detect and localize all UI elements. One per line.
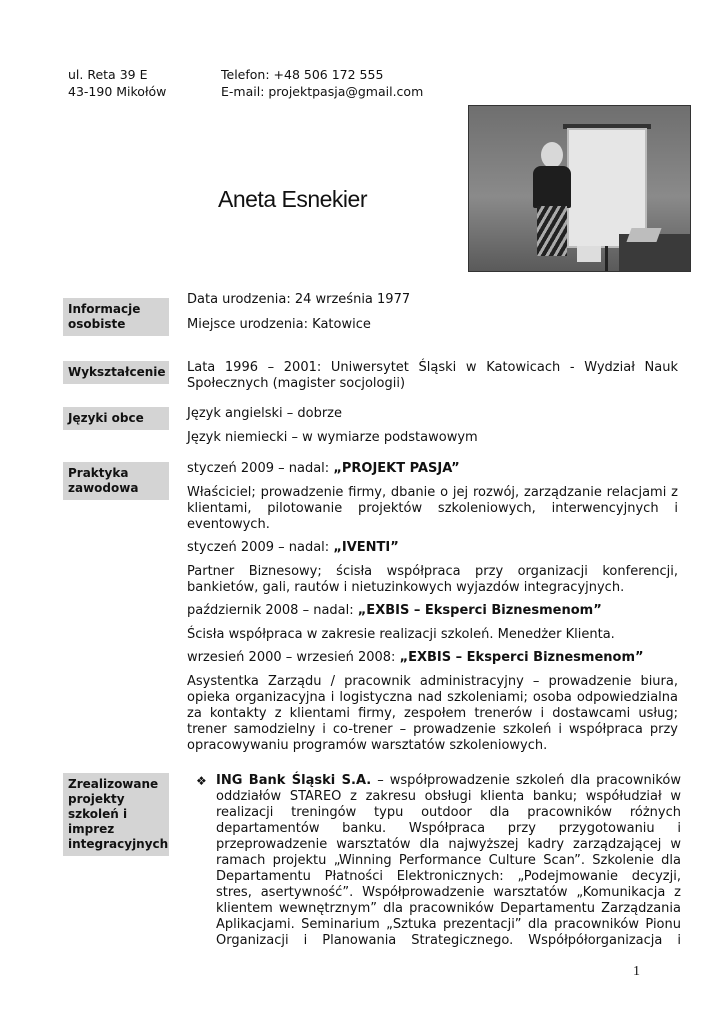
job-period: październik 2008 – nadal: xyxy=(187,603,358,618)
job-company: „EXBIS – Eksperci Biznesmenom” xyxy=(399,650,644,665)
job-company: „EXBIS – Eksperci Biznesmenom” xyxy=(357,603,602,618)
project-client: ING Bank Śląski S.A. xyxy=(216,773,372,788)
job-period: styczeń 2009 – nadal: xyxy=(187,540,334,555)
section-label-languages: Języki obce xyxy=(63,407,169,430)
section-languages xyxy=(187,406,678,446)
page-number: 1 xyxy=(633,964,640,979)
job-header xyxy=(187,461,678,477)
job-header xyxy=(187,540,678,556)
diamond-bullet-icon: ❖ xyxy=(196,774,207,788)
language-item: Język niemiecki – w wymiarze podstawowym xyxy=(187,430,478,445)
section-label-experience: Praktyka zawodowa xyxy=(63,462,169,500)
job-period: styczeń 2009 – nadal: xyxy=(187,461,334,476)
street-address: ul. Reta 39 E xyxy=(68,67,148,82)
job-description: Właściciel; prowadzenie firmy, dbanie o jej rozwój, zarządzanie relacjami z klientami, pilotowanie projektów szkoleniowych, interwencyjnych i eventowych. xyxy=(187,485,678,532)
birth-date: Data urodzenia: 24 września 1977 xyxy=(187,292,411,307)
email-address: E-mail: projektpasja@gmail.com xyxy=(221,84,424,99)
section-education xyxy=(187,360,678,392)
section-experience xyxy=(187,461,678,754)
section-personal xyxy=(187,292,678,333)
job-company: „IVENTI” xyxy=(333,540,399,555)
birth-place: Miejsce urodzenia: Katowice xyxy=(187,317,371,332)
project-description: – współprowadzenie szkoleń dla pracowników oddziałów STAREO z zakresu obsługi klienta banku; współudział w realizacji treningów typu outdoor dla pracowników różnych departamentów banku. Współpraca przy przygotowaniu i przeprowadzenie warsztatów dla najwyższej kadry zarządzającej w ramach projektu „Winning Performance Culture Scan”. Szkolenie dla Departamentu Płatności Elektronicznych: „Podejmowanie decyzji, stres, asertywność”. Współprowadzenie warsztatów „Komunikacja z klientem wewnętrznym” dla pracowników Departamentu Zarządzania Aplikacjami. Seminarium „Sztuka prezentacji” dla pracowników Pionu Organizacji i Planowania Strategicznego. Współpółorganizacja i xyxy=(216,773,681,948)
job-description: Partner Biznesowy; ścisła współpraca przy organizacji konferencji, bankietów, gali, rautów i nietuzinkowych wyjazdów integracyjnych. xyxy=(187,564,678,595)
job-description: Ścisła współpraca w zakresie realizacji szkoleń. Menedżer Klienta. xyxy=(187,627,615,642)
education-entry: Lata 1996 – 2001: Uniwersytet Śląski w Katowicach - Wydział Nauk Społecznych (magister socjologii) xyxy=(187,360,678,391)
project-item xyxy=(216,773,681,949)
section-label-education: Wykształcenie xyxy=(63,361,169,384)
city-address: 43-190 Mikołów xyxy=(68,84,167,99)
job-header xyxy=(187,650,678,666)
language-item: Język angielski – dobrze xyxy=(187,406,342,421)
person-name: Aneta Esnekier xyxy=(218,186,367,212)
job-header xyxy=(187,603,678,619)
address-block xyxy=(68,66,166,100)
job-description: Asystentka Zarządu / pracownik administracyjny – prowadzenie biura, opieka organizacyjna i logistyczna nad szkoleniami; osoba odpowiedzialna za kontakty z klientami firmy, zespołem trenerów i dostawcami usług; trener samodzielny i co-trener – prowadzenie szkoleń i współpraca przy opracowywaniu programów warsztatów szkoleniowych. xyxy=(187,674,678,753)
section-label-projects: Zrealizowane projekty szkoleń i imprez integracyjnych xyxy=(63,773,169,856)
job-company: „PROJEKT PASJA” xyxy=(333,461,460,476)
phone-number: Telefon: +48 506 172 555 xyxy=(221,67,384,82)
job-period: wrzesień 2000 – wrzesień 2008: xyxy=(187,650,400,665)
section-label-personal: Informacje osobiste xyxy=(63,298,169,336)
profile-photo xyxy=(468,105,691,272)
contact-block xyxy=(221,66,423,100)
